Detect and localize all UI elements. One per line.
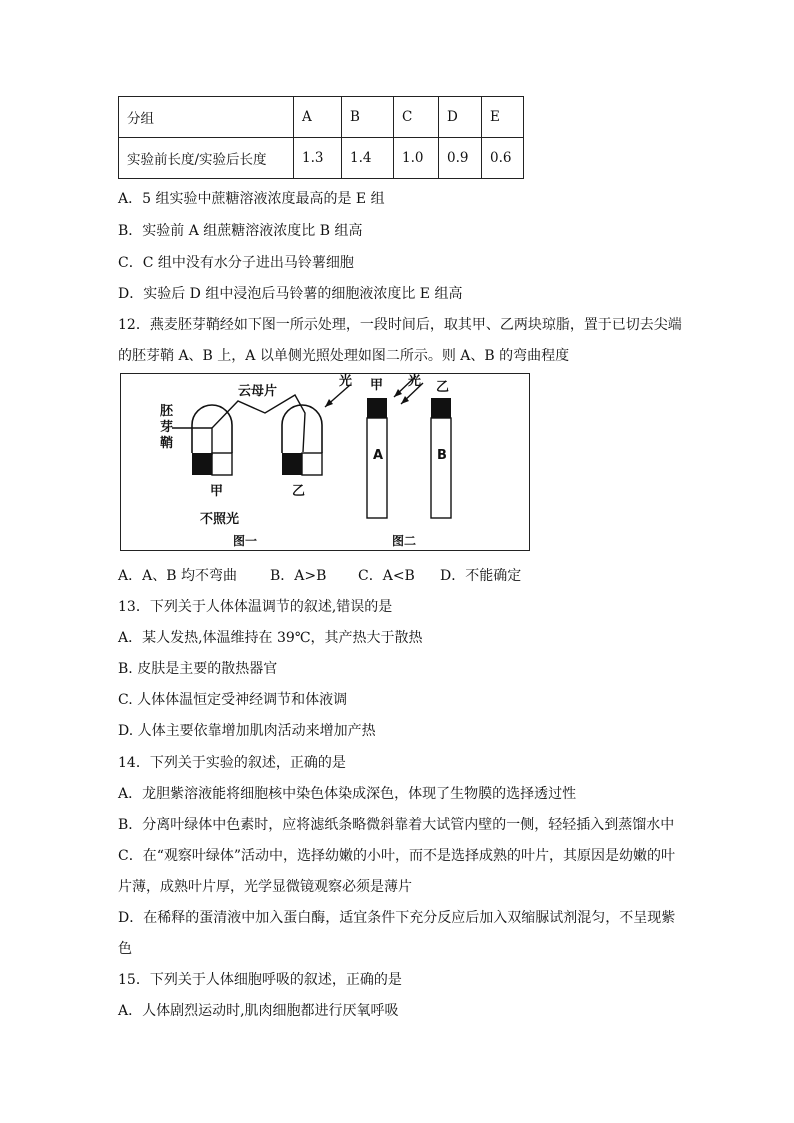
q15-stem: 15．下列关于人体细胞呼吸的叙述，正确的是 [118,972,402,988]
q12-option-c: C．A<B [358,568,415,584]
q13-option-b: B. 皮肤是主要的散热器官 [118,661,278,677]
label-jia-fig2: 甲 [370,378,384,393]
table-cell: 0.9 [439,138,482,179]
data-table [118,96,524,179]
q11-option-b: B．实验前 A 组蔗糖溶液浓度比 B 组高 [118,223,363,239]
table-row [119,138,524,179]
table-cell: A [294,97,342,138]
label-coleoptile-1: 胚 [160,404,174,419]
q14-option-a: A．龙胆紫溶液能将细胞核中染色体染成深色，体现了生物膜的选择透过性 [118,786,577,802]
label-A: A [373,448,384,463]
figure-border [121,374,530,551]
q11-option-a: A．5 组实验中蔗糖溶液浓度最高的是 E 组 [118,191,385,207]
table-cell: B [342,97,394,138]
label-B: B [437,448,447,463]
q13-option-c: C. 人体体温恒定受神经调节和体液调 [118,692,348,708]
table-cell: 0.6 [482,138,524,179]
label-light-2: 光 [408,374,422,389]
table-header-row [119,97,524,138]
table-cell: 1.0 [394,138,439,179]
table-cell: 分组 [119,97,294,138]
label-yi-fig2: 乙 [436,380,450,395]
mica-sheet [212,395,305,455]
table-cell: 1.3 [294,138,342,179]
q14-option-d-line2: 色 [118,941,132,957]
q13-option-a: A．某人发热,体温维持在 39℃，其产热大于散热 [118,630,423,646]
q12-option-b: B．A>B [270,568,327,584]
label-no-light: 不照光 [200,512,240,527]
agar-block-on-B [431,398,451,418]
agar-block-jia [192,453,212,475]
table-cell: 实验前长度/实验后长度 [119,138,294,179]
q12-option-d: D．不能确定 [440,568,522,584]
q11-option-c: C．C 组中没有水分子进出马铃薯细胞 [118,255,354,271]
q14-option-c-line1: C．在“观察叶绿体”活动中，选择幼嫩的小叶，而不是选择成熟的叶片，其原因是幼嫩的叶 [118,848,676,864]
agar-block-yi [282,453,302,475]
table-cell: C [394,97,439,138]
q14-option-b: B．分离叶绿体中色素时，应将滤纸条略微斜靠着大试管内壁的一侧，轻轻插入到蒸馏水中 [118,817,675,833]
label-coleoptile-2: 芽 [160,420,174,435]
table-cell: 1.4 [342,138,394,179]
table-cell: D [439,97,482,138]
q11-option-d: D．实验后 D 组中浸泡后马铃薯的细胞液浓度比 E 组高 [118,286,463,302]
q15-option-a: A．人体剧烈运动时,肌肉细胞都进行厌氧呼吸 [118,1003,399,1019]
q14-option-d-line1: D．在稀释的蛋清液中加入蛋白酶，适宜条件下充分反应后加入双缩脲试剂混匀，不呈现紫 [118,910,676,926]
agar-block-on-A [367,398,387,418]
label-mica: 云母片 [238,384,278,399]
q14-option-c-line2: 片薄，成熟叶片厚，光学显微镜观察必须是薄片 [118,879,412,895]
label-figure-2: 图二 [392,534,417,548]
q12-option-a: A．A、B 均不弯曲 [118,568,237,584]
label-jia-fig1: 甲 [210,484,224,499]
label-figure-1: 图一 [233,534,258,548]
agar-block-jia-right [212,453,232,475]
agar-block-yi-right [302,453,322,475]
coleoptile-figure [120,373,530,551]
q13-stem: 13．下列关于人体体温调节的叙述,错误的是 [118,599,393,615]
coleoptile-A [367,418,387,518]
q12-stem-line2: 的胚芽鞘 A、B 上，A 以单侧光照处理如图二所示。则 A、B 的弯曲程度 [118,348,570,364]
table-cell: E [482,97,524,138]
coleoptile-B [431,418,451,518]
q14-stem: 14．下列关于实验的叙述，正确的是 [118,755,346,771]
coleoptile-yi-outline [282,405,322,453]
label-coleoptile-3: 鞘 [160,436,174,451]
q12-stem-line1: 12．燕麦胚芽鞘经如下图一所示处理，一段时间后，取其甲、乙两块琼脂，置于已切去尖端 [118,317,682,333]
label-light-1: 光 [339,374,353,389]
label-yi-fig1: 乙 [292,484,306,499]
q13-option-d: D. 人体主要依靠增加肌肉活动来增加产热 [118,723,376,739]
